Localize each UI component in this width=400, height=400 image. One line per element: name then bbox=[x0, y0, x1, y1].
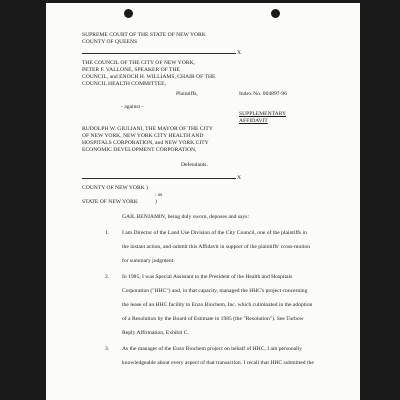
paragraph-number: 2. bbox=[105, 274, 110, 280]
defendants-label: Defendants. bbox=[181, 162, 208, 168]
venue-county: COUNTY OF NEW YORK ) bbox=[82, 185, 148, 191]
body-line: In 1985, I was Special Assistant to the President of the Health and Hospitals bbox=[122, 274, 293, 280]
caption-x-mark: X bbox=[237, 50, 242, 56]
body-line: of a Resolution by the Board of Estimate in 1985 (the "Resolution"). See Turbow bbox=[122, 316, 304, 322]
body-line: I am Director of the Land Use Division of the City Council, one of the plaintiffs in bbox=[122, 230, 307, 236]
body-line: Corporation ("HHC") and, in that capacity, managed the HHC's project concerning bbox=[122, 288, 308, 294]
document-page bbox=[46, 3, 360, 400]
defendant-line: OF NEW YORK, NEW YORK CITY HEALTH AND bbox=[82, 133, 204, 139]
court-name: SUPREME COURT OF THE STATE OF NEW YORK bbox=[82, 32, 206, 38]
venue-ss: : ss bbox=[155, 192, 163, 198]
body-line: the lease of an HHC facility to Enzo Biochem, Inc. which culminated in the adoption bbox=[122, 302, 313, 308]
body-line: Reply Affirmation, Exhibit C. bbox=[122, 330, 189, 336]
body-line: As the manager of the Enzo Biochem project on behalf of HHC, I am personally bbox=[122, 346, 303, 352]
document-title: SUPPLEMENTARY bbox=[239, 111, 287, 117]
intro-line: GAIL BENJAMIN, being duly sworn, deposes and says: bbox=[122, 214, 250, 220]
plaintiff-line: THE COUNCIL OF THE CITY OF NEW YORK, bbox=[82, 60, 195, 66]
plaintiffs-label: Plaintiffs, bbox=[176, 91, 198, 97]
body-line: the instant action, and submit this Affidavit in support of the plaintiffs' cross-motion bbox=[122, 244, 311, 250]
paragraph-number: 3. bbox=[105, 346, 110, 352]
body-line: knowledgeable about every aspect of that transaction. I recall that HHC submitted the bbox=[122, 360, 314, 366]
plaintiff-line: COUNCIL, and ENOCH H. WILLIAMS, CHAIR OF THE bbox=[82, 74, 216, 80]
defendant-line: RUDOLPH W. GIULIANI, THE MAYOR OF THE CITY bbox=[82, 126, 213, 132]
paragraph-number: 1. bbox=[105, 230, 110, 236]
punch-hole bbox=[124, 9, 133, 18]
caption-rule bbox=[82, 178, 236, 179]
county-name: COUNTY OF QUEENS bbox=[82, 39, 138, 45]
body-line: for summary judgment. bbox=[122, 258, 175, 264]
index-number: Index No. 004897-96 bbox=[239, 91, 288, 97]
venue-state: STATE OF NEW YORK bbox=[82, 199, 138, 205]
against-label: - against - bbox=[121, 104, 144, 110]
punch-hole bbox=[271, 9, 280, 18]
venue-paren: ) bbox=[155, 199, 157, 205]
caption-x-mark: X bbox=[237, 175, 242, 181]
plaintiff-line: PETER F. VALLONE, SPEAKER OF THE bbox=[82, 67, 180, 73]
caption-rule bbox=[82, 53, 236, 54]
defendant-line: ECONOMIC DEVELOPMENT CORPORATION, bbox=[82, 147, 197, 153]
defendant-line: HOSPITALS CORPORATION, and NEW YORK CITY bbox=[82, 140, 209, 146]
plaintiff-line: COUNCIL HEALTH COMMITTEE, bbox=[82, 81, 166, 87]
document-title: AFFIDAVIT bbox=[239, 118, 268, 124]
